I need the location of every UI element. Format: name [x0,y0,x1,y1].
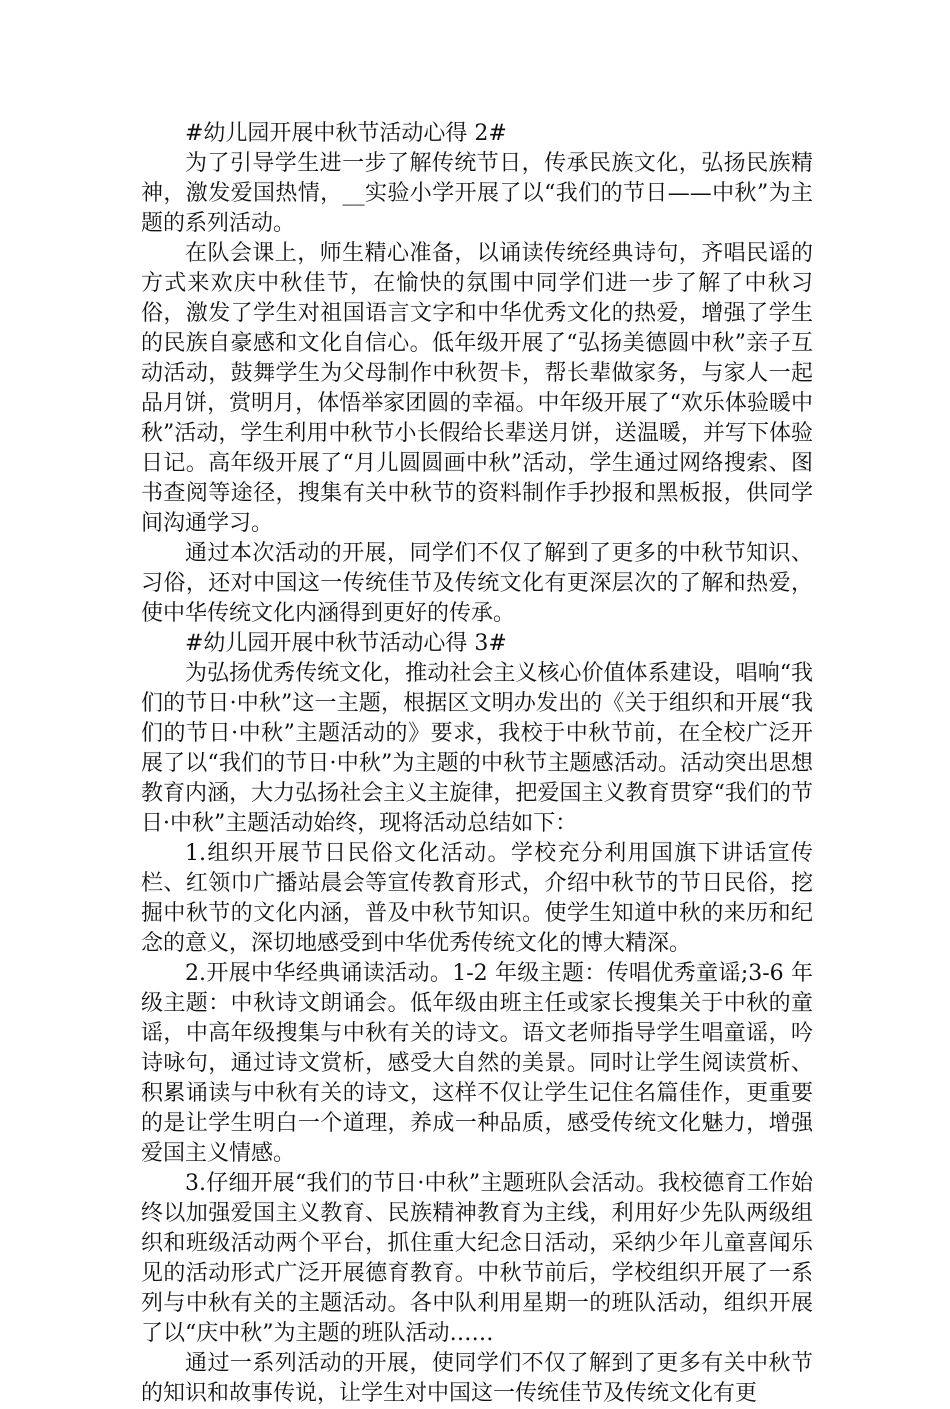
section-heading: #幼儿园开展中秋节活动心得 3# [185,631,507,656]
body-paragraph: 通过本次活动的开展，同学们不仅了解到了更多的中秋节知识、习俗，还对中国这一传统佳节及传统文化有更深层次的了解和热爱，使中华传统文化内涵得到更好的传承。 [141,541,813,626]
body-paragraph: 3.仔细开展“我们的节日·中秋”主题班队会活动。我校德育工作始终以加强爱国主义教育、民族精神教育为主线，利用好少先队两级组织和班级活动两个平台，抓住重大纪念日活动，采纳少年儿童喜闻乐见的活动形式广泛开展德育教育。中秋节前后，学校组织开展了一系列与中秋有关的主题活动。各中队利用星期一的班队活动，组织开展了以“庆中秋”为主题的班队活动…… [141,1171,813,1346]
body-paragraph: 通过一系列活动的开展，使同学们不仅了解到了更多有关中秋节的知识和故事传说，让学生对中国这一传统佳节及传统文化有更 [141,1351,813,1406]
body-paragraph: 1.组织开展节日民俗文化活动。学校充分利用国旗下讲话宣传栏、红领巾广播站晨会等宣传教育形式，介绍中秋节的节日民俗，挖掘中秋节的文化内涵，普及中秋节知识。使学生知道中秋的来历和纪念的意义，深切地感受到中华优秀传统文化的博大精深。 [141,841,813,956]
body-paragraph: 为弘扬优秀传统文化，推动社会主义核心价值体系建设，唱响“我们的节日·中秋”这一主题，根据区文明办发出的《关于组织和开展“我们的节日·中秋”主题活动的》要求，我校于中秋节前，在全校广泛开展了以“我们的节日·中秋”为主题的中秋节主题感活动。活动突出思想教育内涵，大力弘扬社会主义主旋律，把爱国主义教育贯穿“我们的节日·中秋”主题活动始终，现将活动总结如下： [141,661,813,836]
body-paragraph: 2.开展中华经典诵读活动。1-2 年级主题：传唱优秀童谣;3-6 年级主题：中秋诗文朗诵会。低年级由班主任或家长搜集关于中秋的童谣，中高年级搜集与中秋有关的诗文。语文老师指导学生唱童谣，吟诗咏句，通过诗文赏析，感受大自然的美景。同时让学生阅读赏析、积累诵读与中秋有关的诗文，这样不仅让学生记住名篇佳作，更重要的是让学生明白一个道理，养成一种品质，感受传统文化魅力，增强爱国主义情感。 [141,961,813,1166]
body-paragraph: 在队会课上，师生精心准备，以诵读传统经典诗句，齐唱民谣的方式来欢庆中秋佳节，在愉快的氛围中同学们进一步了解了中秋习俗，激发了学生对祖国语言文字和中华优秀文化的热爱，增强了学生的民族自豪感和文化自信心。低年级开展了“弘扬美德圆中秋”亲子互动活动，鼓舞学生为父母制作中秋贺卡，帮长辈做家务，与家人一起品月饼，赏明月，体悟举家团圆的幸福。中年级开展了“欢乐体验暖中秋”活动，学生利用中秋节小长假给长辈送月饼，送温暖，并写下体验日记。高年级开展了“月儿圆圆画中秋”活动，学生通过网络搜索、图书查阅等途径，搜集有关中秋节的资料制作手抄报和黑板报，供同学间沟通学习。 [141,241,813,536]
body-paragraph: 为了引导学生进一步了解传统节日，传承民族文化，弘扬民族精神，激发爱国热情，__实验小学开展了以“我们的节日——中秋”为主题的系列活动。 [141,151,813,236]
section-heading: #幼儿园开展中秋节活动心得 2# [185,121,507,146]
document-body [141,119,813,1409]
